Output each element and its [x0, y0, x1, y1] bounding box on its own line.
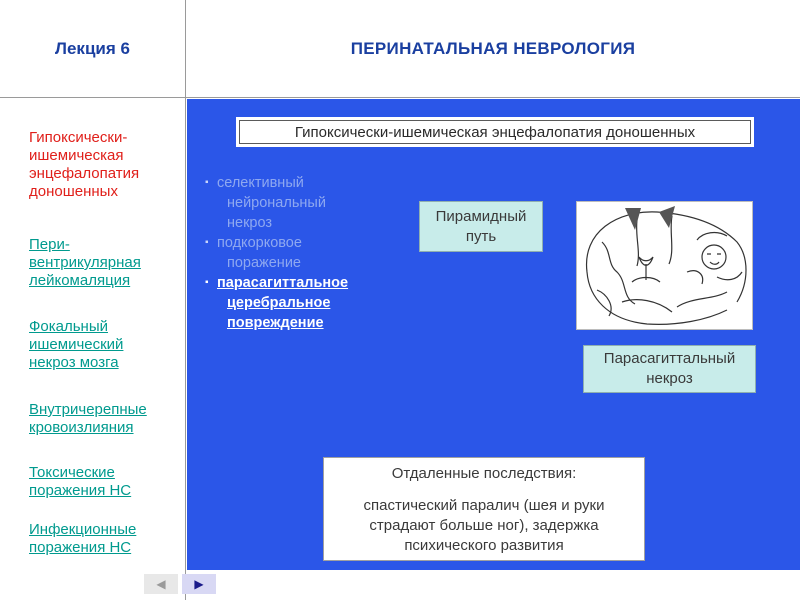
- lecture-number: Лекция 6: [55, 38, 130, 58]
- label-line: некроз: [646, 370, 693, 387]
- sidebar-item-leukomalacia[interactable]: [29, 236, 141, 290]
- sidebar-item-focal-necrosis[interactable]: [29, 318, 123, 372]
- sidebar-item-line: Внутричерепные: [29, 401, 147, 418]
- bullet-text: церебральное: [227, 295, 331, 311]
- arrow-right-icon: ▶: [194, 577, 204, 591]
- parasagittal-necrosis-label: [583, 345, 756, 393]
- list-item: [205, 273, 395, 333]
- brain-homunculus-illustration: [576, 201, 753, 330]
- sidebar-item-line: кровоизлияния: [29, 419, 134, 436]
- page-header: [186, 0, 800, 98]
- sidebar-item-line: Фокальный: [29, 318, 108, 335]
- sidebar-item-line: поражения НС: [29, 539, 132, 556]
- sidebar-item-line: доношенных: [29, 183, 118, 200]
- lesion-types-list: [205, 173, 395, 333]
- label-line: Парасагиттальный: [603, 350, 736, 367]
- bullet-text: некроз: [227, 215, 273, 231]
- lecture-header: [0, 0, 186, 98]
- page-title: ПЕРИНАТАЛЬНАЯ НЕВРОЛОГИЯ: [350, 38, 636, 58]
- sidebar-item-line: ишемическая: [29, 147, 124, 164]
- consequences-box: [323, 457, 645, 561]
- bullet-text: поражение: [227, 255, 301, 271]
- bullet-text: нейрональный: [227, 195, 326, 211]
- brain-drawing: [577, 202, 754, 331]
- sidebar-item-line: Гипоксически-: [29, 129, 128, 146]
- sidebar-item-toxic-lesions[interactable]: [29, 464, 131, 500]
- sidebar-item-line: вентрикулярная: [29, 254, 141, 271]
- bullet-icon: ▪: [205, 277, 209, 288]
- topic-title: Гипоксически-ишемическая энцефалопатия доношенных: [294, 123, 696, 141]
- list-item: [205, 173, 395, 233]
- consequences-line: спастический паралич (шея и руки: [363, 497, 605, 514]
- consequences-line: страдают больше ног), задержка: [369, 517, 599, 534]
- label-line: путь: [465, 227, 497, 245]
- pyramidal-tract-label: [419, 201, 543, 252]
- bullet-text: повреждение: [227, 315, 324, 331]
- sidebar-item-line: Токсические: [29, 464, 115, 481]
- topic-title-box: [236, 117, 754, 147]
- consequences-line: психического развития: [404, 537, 564, 554]
- sidebar-item-line: поражения НС: [29, 482, 132, 499]
- sidebar-item-line: Инфекционные: [29, 521, 137, 538]
- consequences-title: Отдаленные последствия:: [391, 465, 577, 482]
- sidebar-item-line: Пери-: [29, 236, 70, 253]
- sidebar-item-line: энцефалопатия: [29, 165, 140, 182]
- prev-slide-button[interactable]: [144, 574, 178, 594]
- sidebar-item-hypoxic-encephalopathy[interactable]: [29, 129, 139, 201]
- sidebar-item-line: лейкомаляция: [29, 272, 131, 289]
- bullet-text: селективный: [217, 175, 304, 191]
- bullet-text: подкорковое: [217, 235, 302, 251]
- label-line: Пирамидный: [435, 207, 527, 225]
- sidebar-item-hemorrhages[interactable]: [29, 401, 147, 437]
- sidebar-item-infectious-lesions[interactable]: [29, 521, 136, 557]
- sidebar-item-line: ишемический: [29, 336, 124, 353]
- bullet-text: парасагиттальное: [217, 275, 349, 291]
- slide-navigation: [144, 574, 216, 594]
- sidebar-item-line: некроз мозга: [29, 354, 119, 371]
- next-slide-button[interactable]: [182, 574, 216, 594]
- arrow-left-icon: ◀: [156, 577, 166, 591]
- list-item: [205, 233, 395, 273]
- bullet-icon: ▪: [205, 237, 209, 248]
- bullet-icon: ▪: [205, 177, 209, 188]
